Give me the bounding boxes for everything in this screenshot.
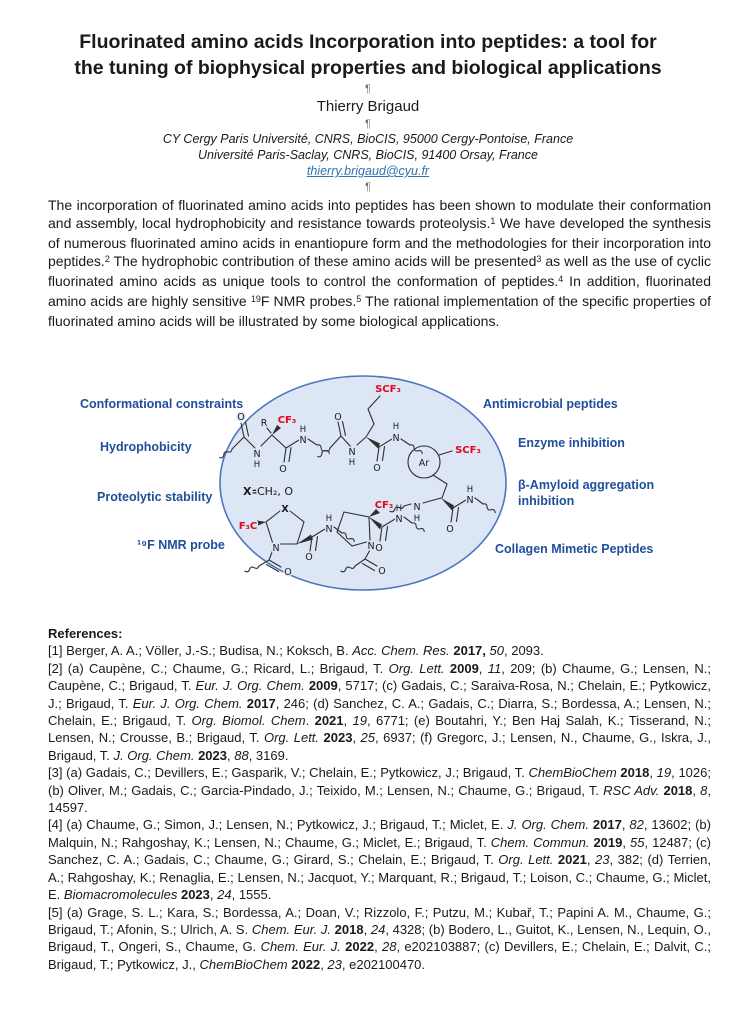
x-definition-bold: X= [243,485,261,498]
figure-label-19f-nmr-probe: ¹⁹F NMR probe [137,538,225,552]
figure-label-hydrophobicity: Hydrophobicity [100,440,192,454]
email-link[interactable]: thierry.brigaud@cyu.fr [306,164,430,178]
paragraph-mark: ¶ [365,83,371,95]
figure-label-enzyme-inhibition: Enzyme inhibition [518,436,625,450]
atom-label: O [334,412,342,423]
atom-label: N [272,543,280,554]
atom-label: N [325,524,333,535]
atom-label: Ar [418,458,430,469]
reference-entry: [4] (a) Chaume, G.; Simon, J.; Lensen, N.; Pytkowicz, J.; Brigaud, T.; Miclet, E. J. Org. Chem. 2017, 82, 13602; (b) Malquin, N.; Rahgoshay, K.; Lensen, N.; Chaume, G.; Miclet, E.; Brigaud, T. Chem. Commun. 2019, 55, 12487; (c) Sanchez, C. A.; Gadais, C.; Chaume, G.; Girard, S.; Chelain, E.; Brigaud, T. Org. Lett. 2021, 23, 382; (d) Terrien, A.; Rahgoshay, K.; Renaglia, E.; Lensen, N.; Jacquot, Y.; Marquant, R.; Brigaud, T.; Loison, C.; Chaume, G.; Miclet, E. Biomacromolecules 2023, 24, 1555. [48,817,712,903]
reference-entry: [5] (a) Grage, S. L.; Kara, S.; Bordessa, A.; Doan, V.; Rizzolo, F.; Putzu, M.; Kubař, T.; Papini A. M., Chaume, G.; Brigaud, T.; Afonin, S.; Ulrich, A. S. Chem. Eur. J. 2018, 24, 4328; (b) Bodero, L., Guitot, K., Lensen, N., Lequin, O., Brigaud, T., Ongeri, S., Chaume, G. Chem. Eur. J. 2022, 28, e202103887; (c) Devillers, E.; Chelain, E.; Dalvit, C.; Brigaud, T.; Pytkowicz, J., ChemBioChem 2022, 23, e202100470. [48,904,711,972]
atom-label: H [466,485,474,495]
x-definition [243,485,293,498]
atom-label: N [299,435,307,446]
atom-label: H [299,425,307,435]
atom-label: H [253,460,261,470]
page-title: Fluorinated amino acids Incorporation into peptides: a tool for the tuning of biophysical properties and biological applications [74,31,662,79]
atom-label: N [348,447,356,458]
atom-label: X [281,504,289,515]
wavy-bond [244,565,259,573]
atom-label: N [367,541,375,552]
figure-label-beta-amyloid: β-Amyloid aggregation inhibition [518,478,655,508]
scf3-group-label: SCF₃ [375,384,401,395]
figure-label-proteolytic-stability: Proteolytic stability [97,490,213,504]
atom-label: O [373,463,381,474]
atom-label: H [392,422,400,432]
figure-ellipse [220,376,506,590]
cf3-group-label: CF₃ [374,500,394,511]
atom-label: O [279,464,287,475]
affiliation-block [48,132,688,163]
atom-label: O [446,524,454,535]
affiliation-line: CY Cergy Paris Université, CNRS, BioCIS, 95000 Cergy-Pontoise, France [162,132,574,146]
x-definition-rest: CH₂, O [257,485,294,498]
reference-entry: [3] (a) Gadais, C.; Devillers, E.; Gasparik, V.; Chelain, E.; Pytkowicz, J.; Brigaud, T. ChemBioChem 2018, 19, 1026; (b) Oliver, M.; Gadais, C.; Garcia-Pindado, J.; Teixido, M.; Lensen, N.; Chaume, G.; Brigaud, T. RSC Adv. 2018, 8, 14597. [48,765,712,816]
references-heading: References: [48,626,123,641]
atom-label: N [466,495,474,506]
reference-entry: [1] Berger, A. A.; Völler, J.-S.; Budisa, N.; Koksch, B. Acc. Chem. Res. 2017, 50, 2093. [48,643,544,659]
cf3-group-label: CF₃ [277,415,297,426]
atom-label: N [253,449,261,460]
atom-label: O [237,412,245,423]
atom-label: R [260,418,268,429]
author-name: Thierry Brigaud [316,98,420,115]
atom-label: H [395,504,403,514]
atom-label: H [348,458,356,468]
atom-label: N [395,514,403,525]
references-section [48,625,711,973]
reference-entry: [2] (a) Caupène, C.; Chaume, G.; Ricard, L.; Brigaud, T. Org. Lett. 2009, 11, 209; (b) Chaume, G.; Lensen, N.; Caupène, C.; Brigaud, T. Eur. J. Org. Chem. 2009, 5717; (c) Gadais, C.; Saraiva-Rosa, N.; Chelain, E.; Pytkowicz, J.; Brigaud, T. Eur. J. Org. Chem. 2017, 246; (d) Sanchez, C. A.; Gadais, C.; Diarra, S.; Bordessa, A.; Lensen, N.; Chelain, E.; Brigaud, T. Org. Biomol. Chem. 2021, 19, 6771; (e) Boutahri, Y.; Ben Haj Salah, K.; Tisserand, N.; Lensen, N.; Crousse, B.; Brigaud, T. Org. Lett. 2023, 25, 6937; (f) Gregorc, J.; Lensen, N., Chaume, G., Iskra, J., Brigaud, T. J. Org. Chem. 2023, 88, 3169. [48,660,711,763]
scf3-group-label: SCF₃ [455,445,481,456]
header-block [48,30,688,194]
figure-label-antimicrobial-peptides: Antimicrobial peptides [483,397,618,411]
atom-label: N [413,502,421,513]
atom-label: O [284,567,292,578]
email-line [48,163,688,179]
abstract-paragraph: The incorporation of fluorinated amino acids into peptides has been shown to modulate their conformation and assembly, local hydrophobicity and resistance towards proteolysis.$^1$ We have developed the synthesis of numerous fluorinated amino acids in enantiopure form and the methodologies for their incorporation into peptides.$^2$ The hydrophobic contribution of these amino acids will be presented$^3$ as well as the use of cyclic fluorinated amino acids as unique tools to control the conformation of peptides.$^4$ In addition, fluorinated amino acids are highly sensitive $^{19}$F NMR probes.$^5$ The rational implementation of the specific properties of fluorinated amino acids will be illustrated by some biological applications. [48,197,712,329]
atom-label: H [413,514,421,524]
figure-label-conformational-constraints: Conformational constraints [80,397,244,411]
graphical-abstract [0,365,732,615]
atom-label: O [305,552,313,563]
paragraph-mark: ¶ [365,118,371,130]
atom-label: O [375,543,383,554]
f3c-group-label: F₃C [238,521,258,532]
affiliation-line: Université Paris-Saclay, CNRS, BioCIS, 91400 Orsay, France [198,147,538,162]
atom-label: H [325,514,333,524]
paragraph-mark: ¶ [365,181,371,193]
atom-label: N [392,433,400,444]
figure-label-collagen-mimetic: Collagen Mimetic Peptides [495,542,654,556]
atom-label: O [378,566,386,577]
